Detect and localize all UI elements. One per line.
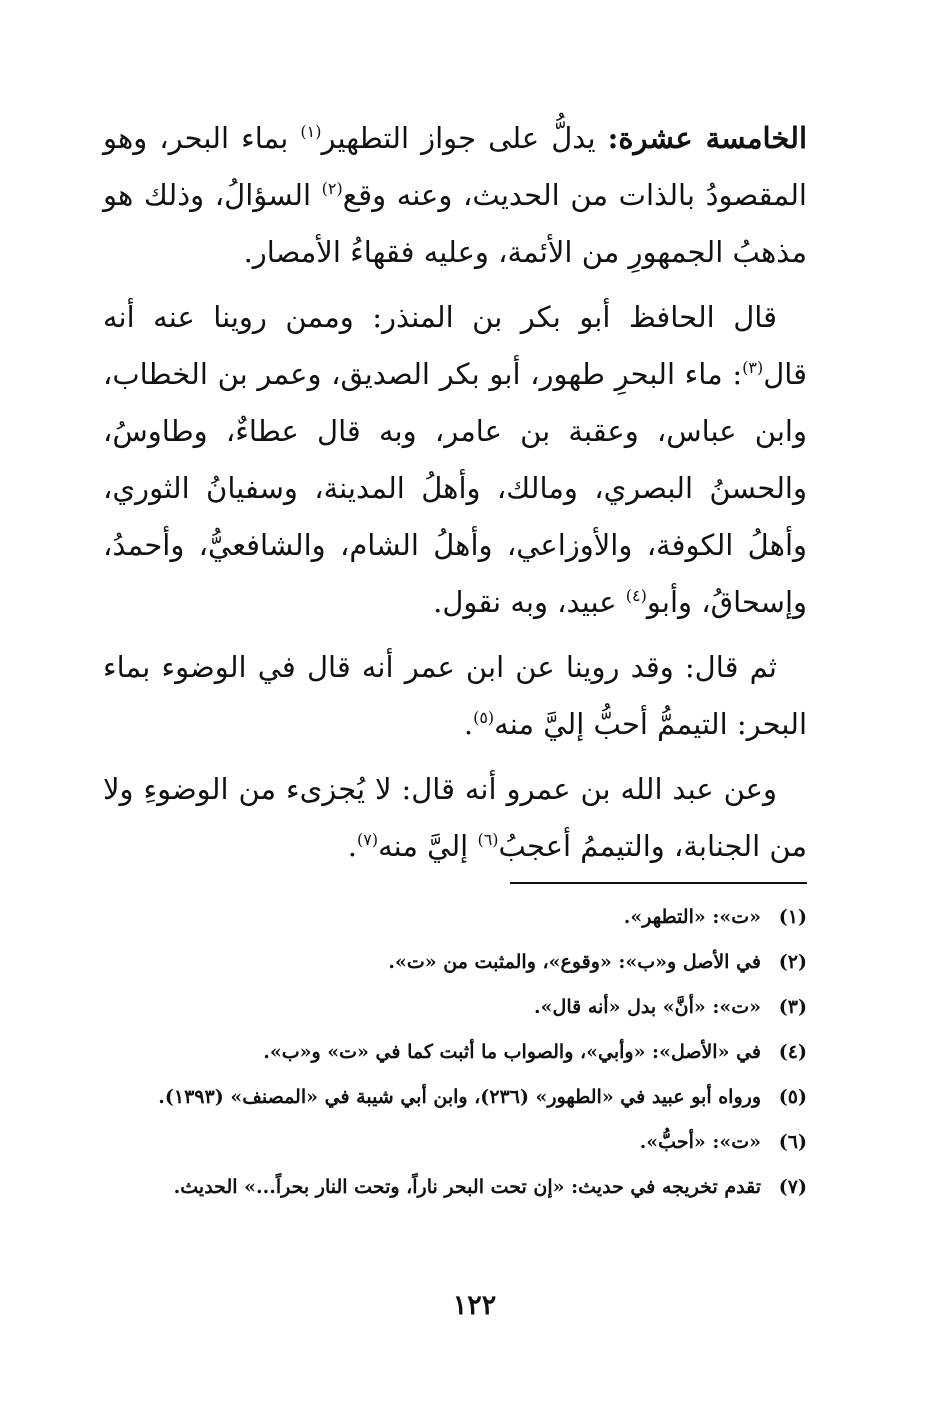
footnote-number: (٦) [778, 1131, 807, 1153]
text-segment: عبيد، وبه نقول. [433, 585, 626, 619]
footnote-text: «ت»: «أحبُّ». [639, 1131, 761, 1153]
footnote-ref[interactable]: (١) [300, 122, 322, 141]
text-segment: : ماء البحرِ طهور، أبو بكر الصديق، وعمر بن الخطاب، وابن عباس، وعقبة بن عامر، وبه قال عطاءٌ، وطاوسُ، والحسنُ البصري، ومالك، وأهلُ المدينة، وسفيانُ الثوري، وأهلُ الكوفة، والأوزاعي، وأهلُ الشام، والشافعيُّ، وأحمدُ، وإسحاقُ، وأبو [103, 357, 807, 619]
footnote-number: (٤) [778, 1041, 807, 1063]
footnote-item [103, 947, 807, 978]
footnote-item [103, 902, 807, 933]
footnotes [103, 902, 807, 1217]
footnote-ref[interactable]: (٧) [357, 830, 379, 849]
footnote-text: ورواه أبو عبيد في «الطهور» (٢٣٦)، وابن أبي شيبة في «المصنف» (١٣٩٣). [158, 1086, 761, 1108]
footnote-ref[interactable]: (٦) [477, 830, 499, 849]
text-segment: السؤالُ، وذلك هو مذهبُ الجمهورِ من الأئمة، وعليه فقهاءُ الأمصار. [103, 178, 807, 269]
footnote-ref[interactable]: (٣) [742, 358, 764, 377]
footnote-item [103, 1172, 807, 1203]
footnote-item [103, 1037, 807, 1068]
footnote-divider [510, 882, 807, 884]
page-number: ١٢٢ [452, 1290, 497, 1321]
footnote-item [103, 1082, 807, 1113]
footnote-item [103, 992, 807, 1023]
footnote-number: (١) [778, 906, 807, 928]
text-segment: يدلُّ على جواز التطهير [321, 121, 608, 155]
footnote-number: (٢) [778, 951, 807, 973]
footnote-text: «ت»: «أنَّ» بدل «أنه قال». [534, 996, 761, 1018]
footnote-number: (٣) [778, 996, 807, 1018]
footnote-text: في الأصل و«ب»: «وقوع»، والمثبت من «ت». [388, 951, 761, 973]
footnote-ref[interactable]: (٥) [473, 708, 495, 727]
footnote-text: «ت»: «التطهر». [623, 906, 761, 928]
main-text [103, 110, 807, 883]
text-segment: وعن عبد الله بن عمرو أنه قال: لا يُجزىء من الوضوءِ ولا من الجنابة، والتيممُ أعجبُ [103, 772, 807, 863]
footnote-ref[interactable]: (٤) [625, 586, 647, 605]
footnote-text: في «الأصل»: «وأبي»، والصواب ما أثبت كما في «ت» و«ب». [263, 1041, 761, 1063]
section-heading: الخامسة عشرة: [607, 121, 807, 155]
text-segment: . [347, 829, 357, 863]
text-segment: قال الحافظ أبو بكر بن المنذر: وممن روينا عنه أنه قال [103, 300, 807, 391]
text-segment: إليَّ منه [378, 829, 478, 863]
footnote-text: تقدم تخريجه في حديث: «إن تحت البحر ناراً، وتحت النار بحراً...» الحديث. [173, 1176, 761, 1198]
paragraph-3 [103, 639, 807, 753]
footnote-ref[interactable]: (٢) [321, 179, 343, 198]
footnote-number: (٧) [778, 1176, 807, 1198]
text-segment: بماء البحر، وهو المقصودُ بالذات من الحديث، وعنه وقع [103, 121, 807, 212]
paragraph-2 [103, 289, 807, 631]
paragraph-4 [103, 761, 807, 875]
footnote-item [103, 1127, 807, 1158]
paragraph-1 [103, 110, 807, 281]
text-segment: . [463, 707, 474, 741]
footnote-number: (٥) [778, 1086, 807, 1108]
text-segment: ثم قال: وقد روينا عن ابن عمر أنه قال في الوضوء بماء البحر: التيممُّ أحبُّ إليَّ منه [103, 650, 807, 741]
